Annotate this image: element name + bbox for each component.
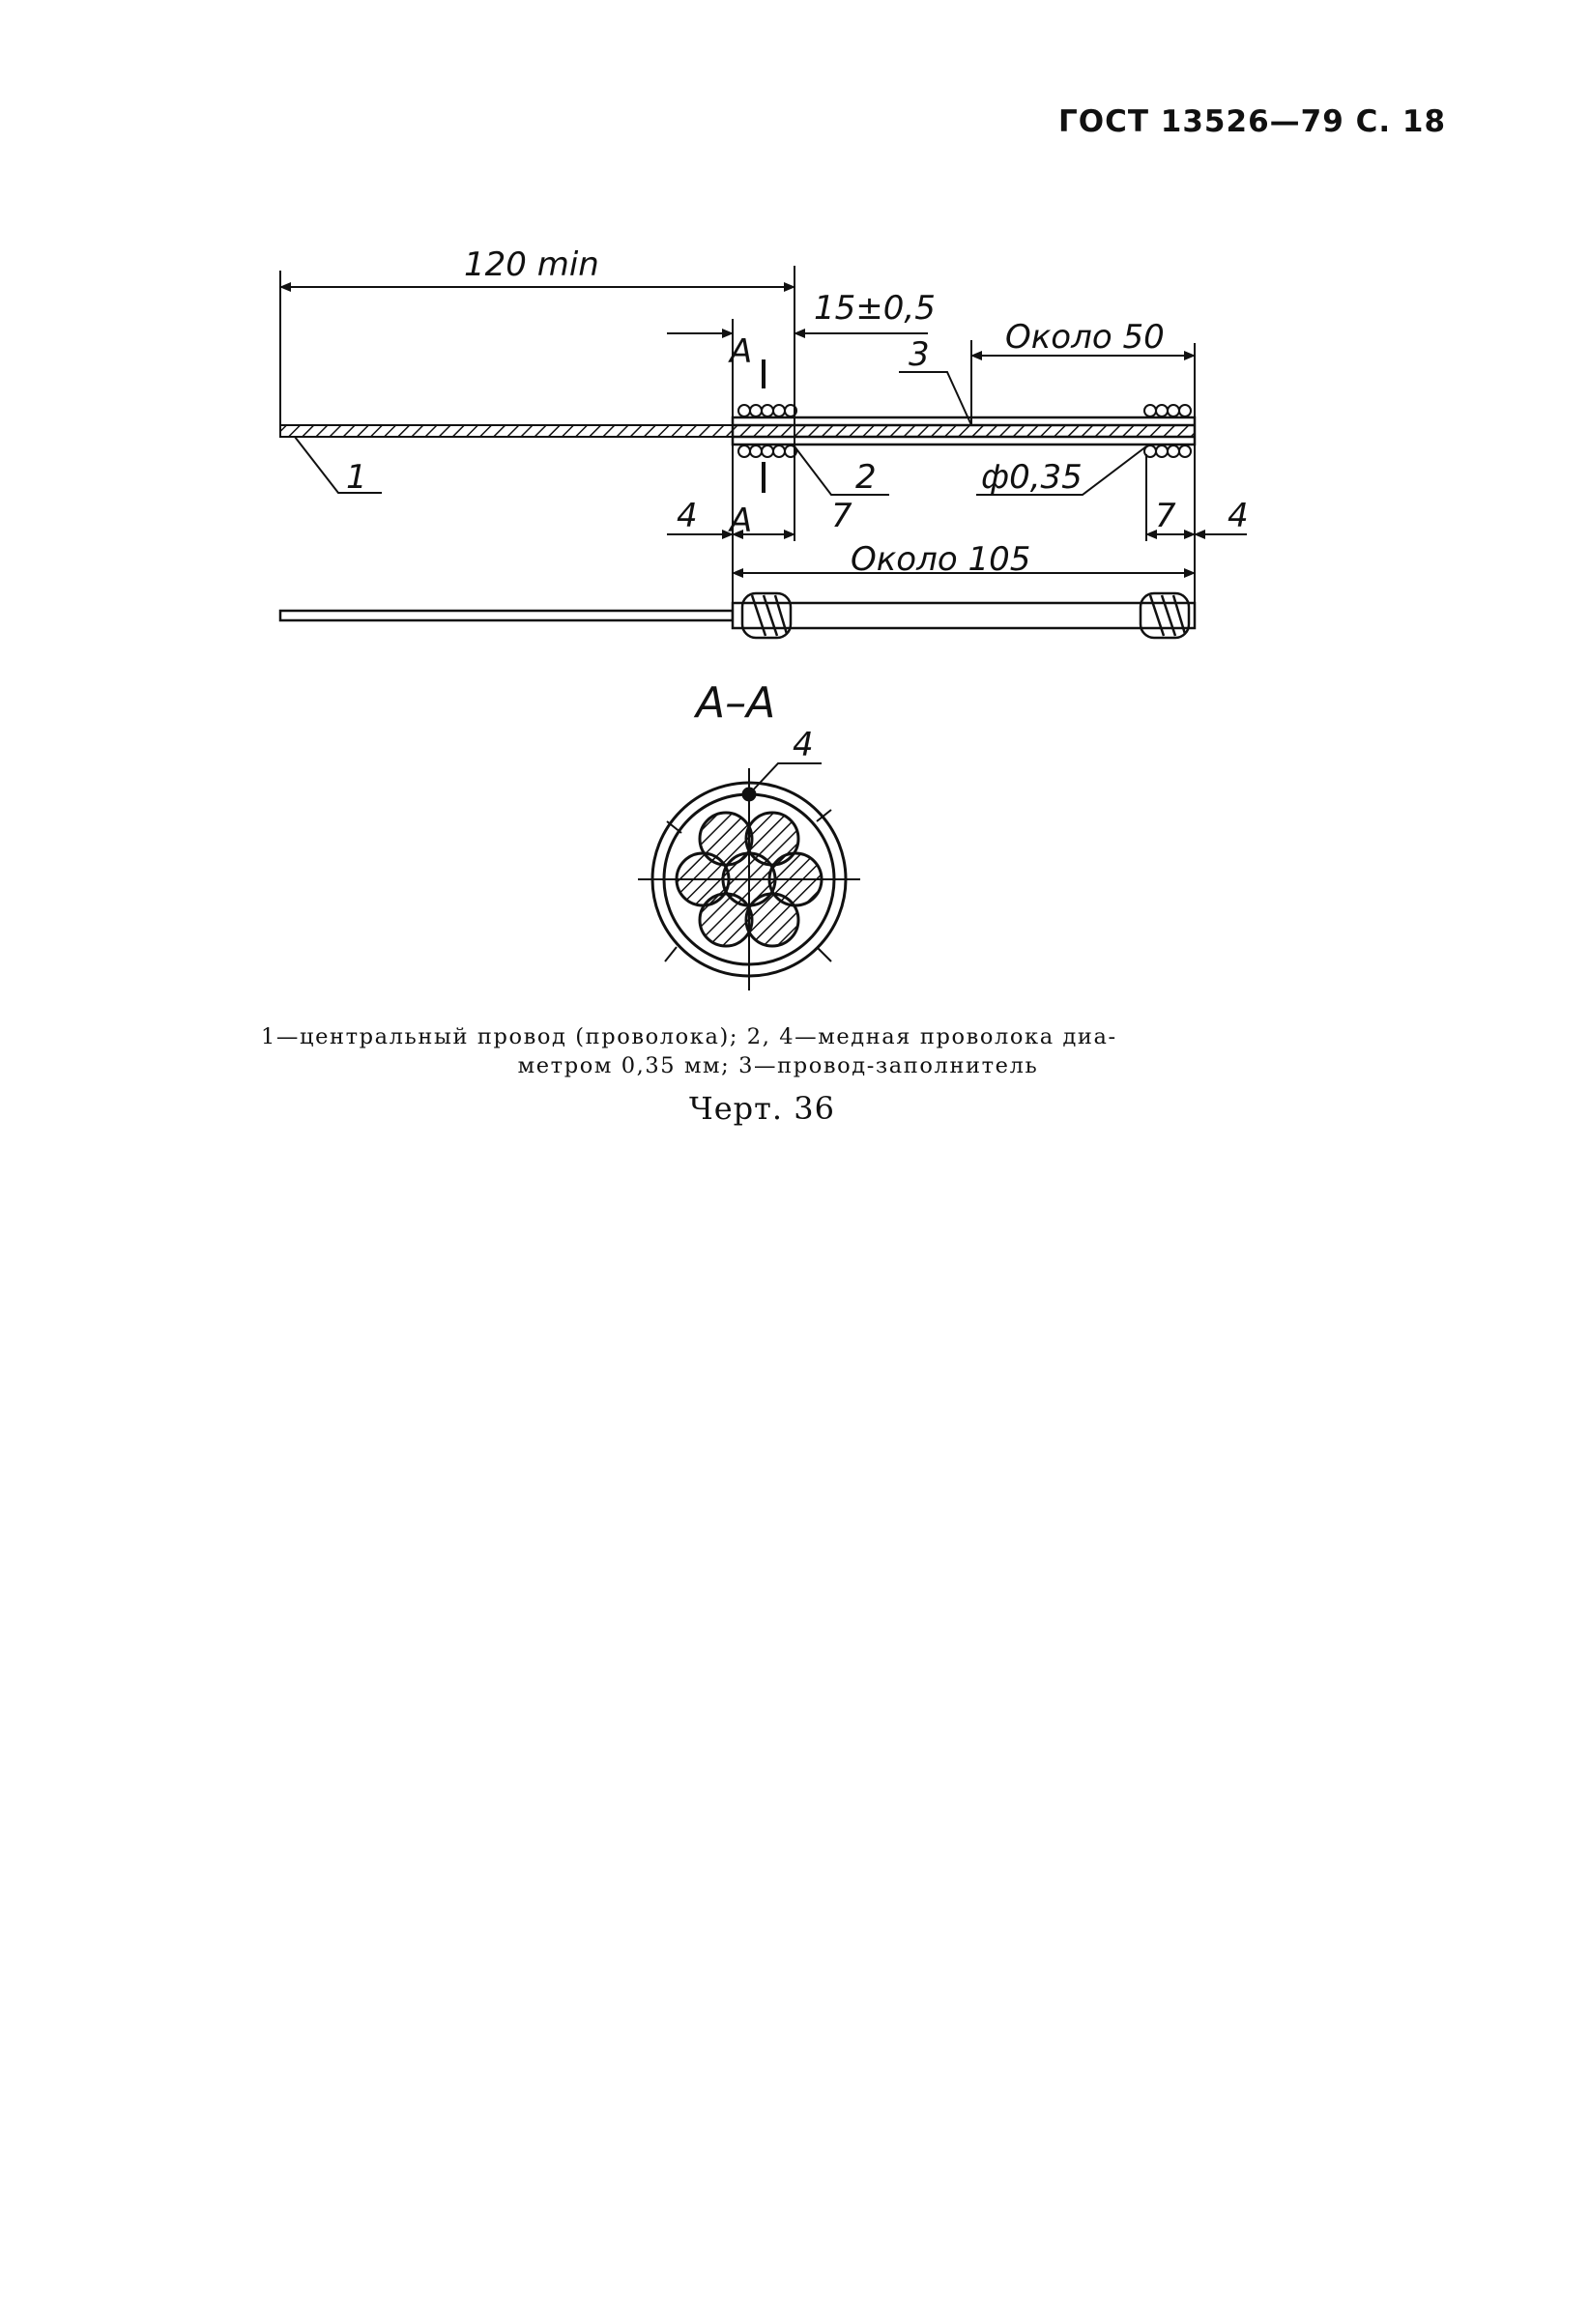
lower-view (280, 593, 1195, 638)
callout-1: 1 (346, 458, 367, 497)
cross-section (638, 768, 860, 990)
cut-mark-top: А (730, 332, 753, 371)
dim-about-50: Около 50 (1005, 318, 1165, 357)
caption-line-1: 1—центральный провод (проволока); 2, 4—медная проволока диа- (261, 1024, 1117, 1049)
dim-7-left: 7 (831, 497, 852, 535)
dim-about-105: Около 105 (851, 540, 1031, 579)
dim-7-right: 7 (1155, 497, 1176, 535)
callout-3: 3 (909, 335, 930, 374)
dim-4-right: 4 (1228, 497, 1249, 535)
caption-line-2: метром 0,35 мм; 3—провод-заполнитель (517, 1053, 1039, 1078)
figure-caption (261, 1022, 1295, 1080)
figure-label: Черт. 36 (689, 1090, 835, 1127)
dim-4-left: 4 (677, 497, 698, 535)
callout-2: 2 (855, 458, 877, 497)
section-title: А–А (696, 678, 776, 728)
dim-tolerance: 15±0,5 (814, 289, 936, 328)
technical-drawing (0, 0, 1589, 1024)
dim-overall-min: 120 min (464, 245, 599, 284)
page-header: ГОСТ 13526—79 С. 18 (1058, 104, 1447, 139)
callout-4: 4 (793, 726, 814, 764)
dim-diameter: ф0,35 (981, 458, 1083, 497)
cut-mark-bottom: А (730, 502, 753, 540)
